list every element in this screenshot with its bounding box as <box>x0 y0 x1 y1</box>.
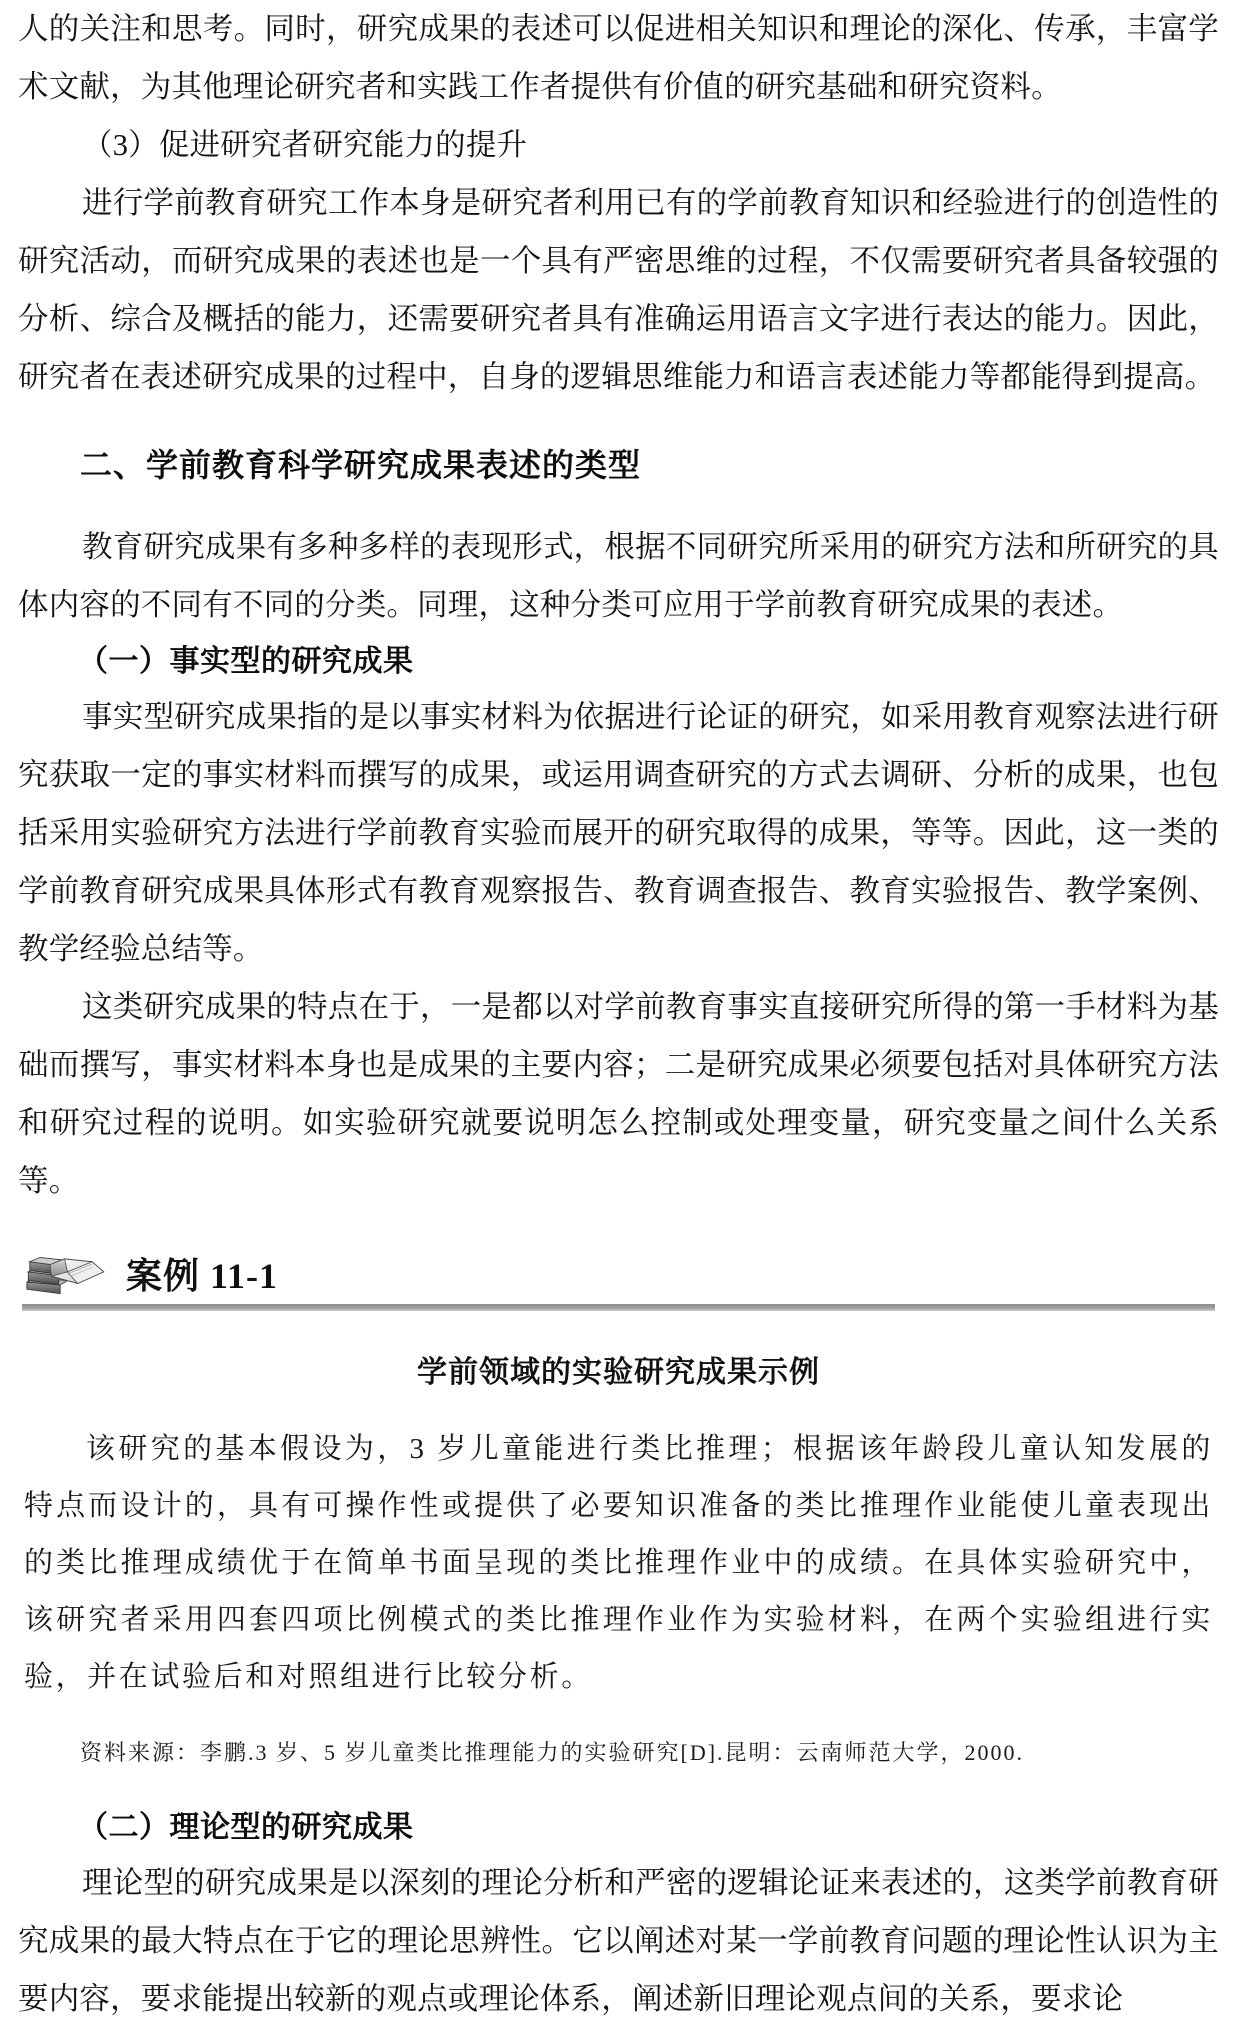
case-study-body: 该研究的基本假设为，3 岁儿童能进行类比推理；根据该年龄段儿童认知发展的特点而设计的，具有可操作性或提供了必要知识准备的类比推理作业能使儿童表现出的类比推理成绩优于在简单书面呈现的类比推理作业中的成绩。在具体实验研究中，该研究者采用四套四项比例模式的类比推理作业作为实验材料，在两个实验组进行实验，并在试验后和对照组进行比较分析。 <box>24 1433 1213 1693</box>
case-study-header <box>18 1234 1219 1298</box>
case-study-block <box>18 1234 1219 1770</box>
case-study-title: 学前领域的实验研究成果示例 <box>417 1356 820 1389</box>
case-study-label: 案例 11-1 <box>126 1256 279 1296</box>
paragraph-factual-definition: 事实型研究成果指的是以事实材料为依据进行论证的研究，如采用教育观察法进行研究获取一定的事实材料而撰写的成果，或运用调查研究的方式去调研、分析的成果，也包括采用实验研究方法进行学前教育实验而展开的研究取得的成果，等等。因此，这一类的学前教育研究成果具体形式有教育观察报告、教育调查报告、教育实验报告、教学案例、教学经验总结等。 <box>18 700 1219 966</box>
subsection-heading-one: （一）事实型的研究成果 <box>78 645 414 678</box>
section-heading: 二、学前教育科学研究成果表述的类型 <box>80 447 642 483</box>
subsection-heading-two: （二）理论型的研究成果 <box>78 1811 414 1844</box>
numbered-point-heading: （3）促进研究者研究能力的提升 <box>82 128 528 162</box>
books-stack-icon <box>22 1240 110 1298</box>
paragraph-continued: 人的关注和思考。同时，研究成果的表述可以促进相关知识和理论的深化、传承，丰富学术文献，为其他理论研究者和实践工作者提供有价值的研究基础和研究资料。 <box>18 12 1219 104</box>
spacer <box>18 1770 1219 1800</box>
case-study-divider <box>22 1304 1215 1311</box>
paragraph-theoretical-definition: 理论型的研究成果是以深刻的理论分析和严密的逻辑论证来表述的，这类学前教育研究成果的最大特点在于它的理论思辨性。它以阐述对某一学前教育问题的理论性认识为主要内容，要求能提出较新的观点或理论体系，阐述新旧理论观点间的关系，要求论 <box>18 1866 1219 2016</box>
case-study-source: 资料来源：李鹏.3 岁、5 岁儿童类比推理能力的实验研究[D].昆明：云南师范大学，2000. <box>80 1740 1025 1765</box>
paragraph-factual-features: 这类研究成果的特点在于，一是都以对学前教育事实直接研究所得的第一手材料为基础而撰写，事实材料本身也是成果的主要内容；二是研究成果必须要包括对具体研究方法和研究过程的说明。如实验研究就要说明怎么控制或处理变量，研究变量之间什么关系等。 <box>18 990 1219 1198</box>
paragraph-section-intro: 教育研究成果有多种多样的表现形式，根据不同研究所采用的研究方法和所研究的具体内容的不同有不同的分类。同理，这种分类可应用于学前教育研究成果的表述。 <box>18 530 1219 622</box>
paragraph-body: 进行学前教育研究工作本身是研究者利用已有的学前教育知识和经验进行的创造性的研究活动，而研究成果的表述也是一个具有严密思维的过程，不仅需要研究者具备较强的分析、综合及概括的能力，还需要研究者具有准确运用语言文字进行表达的能力。因此，研究者在表述研究成果的过程中，自身的逻辑思维能力和语言表述能力等都能得到提高。 <box>18 186 1219 394</box>
